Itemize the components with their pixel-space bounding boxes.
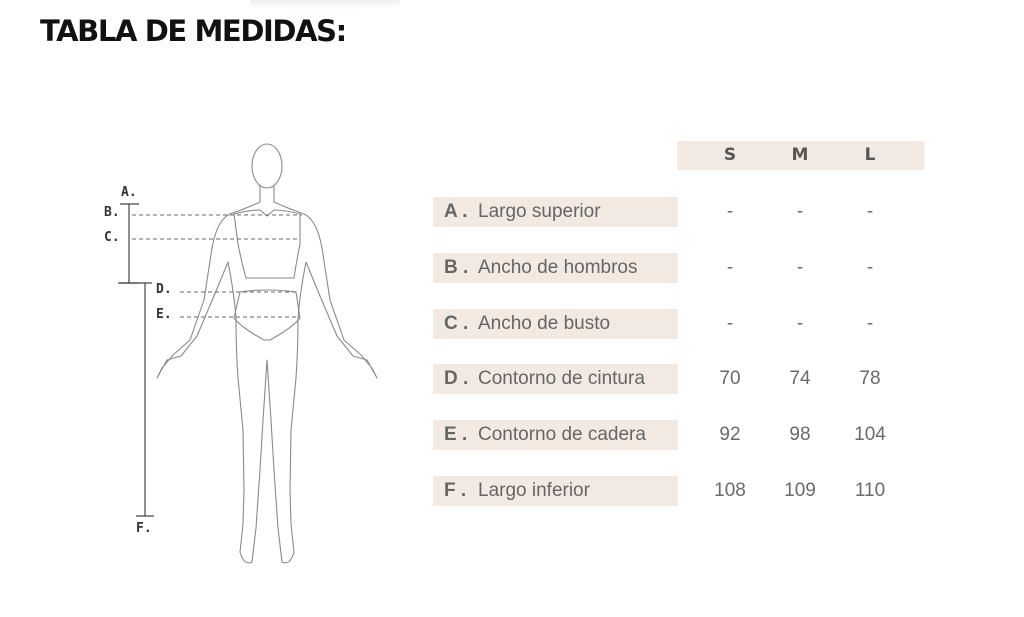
value-l: 110: [854, 480, 886, 501]
row-label: [433, 476, 678, 506]
row-letter: C .: [444, 313, 469, 334]
figure-body-outline: [157, 186, 377, 563]
value-m: 74: [789, 368, 811, 389]
length-guides: [118, 204, 154, 516]
measure-row-d: [433, 364, 933, 394]
row-label: [433, 197, 678, 227]
row-letter: A .: [444, 201, 468, 222]
figure-top-garment: [234, 210, 300, 278]
measure-row-c: [433, 309, 933, 339]
value-s: 92: [719, 424, 741, 445]
value-m: 98: [789, 424, 811, 445]
measure-row-e: [433, 420, 933, 450]
figure-label-e: E.: [156, 307, 172, 322]
body-measurement-figure: [95, 130, 395, 580]
row-letter: F .: [444, 480, 467, 501]
row-label-text: Ancho de busto: [478, 313, 611, 334]
row-label-text: Contorno de cintura: [478, 368, 645, 389]
row-label: [433, 420, 678, 450]
row-letter: B .: [444, 257, 469, 278]
size-header-m: M: [791, 145, 809, 165]
figure-label-c: C.: [104, 230, 120, 245]
value-l: -: [866, 313, 874, 334]
figure-label-a: A.: [121, 185, 137, 200]
value-m: -: [796, 201, 804, 222]
figure-label-d: D.: [156, 282, 172, 297]
row-label-text: Largo superior: [478, 201, 601, 222]
value-s: 70: [719, 368, 741, 389]
measure-row-b: [433, 253, 933, 283]
figure-label-b: B.: [104, 205, 120, 220]
measure-row-a: [433, 197, 933, 227]
value-l: 78: [859, 368, 881, 389]
value-s: 108: [714, 480, 746, 501]
value-l: -: [866, 257, 874, 278]
value-l: -: [866, 201, 874, 222]
size-header-s: S: [723, 145, 737, 165]
row-label-text: Ancho de hombros: [478, 257, 638, 278]
page-title: TABLA DE MEDIDAS:: [40, 14, 346, 48]
value-s: -: [726, 257, 734, 278]
value-m: -: [796, 257, 804, 278]
figure-head: [252, 144, 282, 188]
value-s: -: [726, 201, 734, 222]
top-shadow-decoration: [250, 0, 400, 10]
measure-row-f: [433, 476, 933, 506]
value-m: 109: [784, 480, 816, 501]
row-label: [433, 364, 678, 394]
row-label-text: Contorno de cadera: [478, 424, 646, 445]
figure-bottom-garment: [234, 290, 300, 340]
figure-label-f: F.: [136, 521, 152, 536]
size-header-row: [677, 141, 924, 170]
row-label: [433, 253, 678, 283]
row-label-text: Largo inferior: [478, 480, 590, 501]
value-s: -: [726, 313, 734, 334]
size-header-l: L: [864, 145, 876, 165]
row-letter: E .: [444, 424, 468, 445]
row-label: [433, 309, 678, 339]
value-l: 104: [854, 424, 886, 445]
value-m: -: [796, 313, 804, 334]
row-letter: D .: [444, 368, 469, 389]
